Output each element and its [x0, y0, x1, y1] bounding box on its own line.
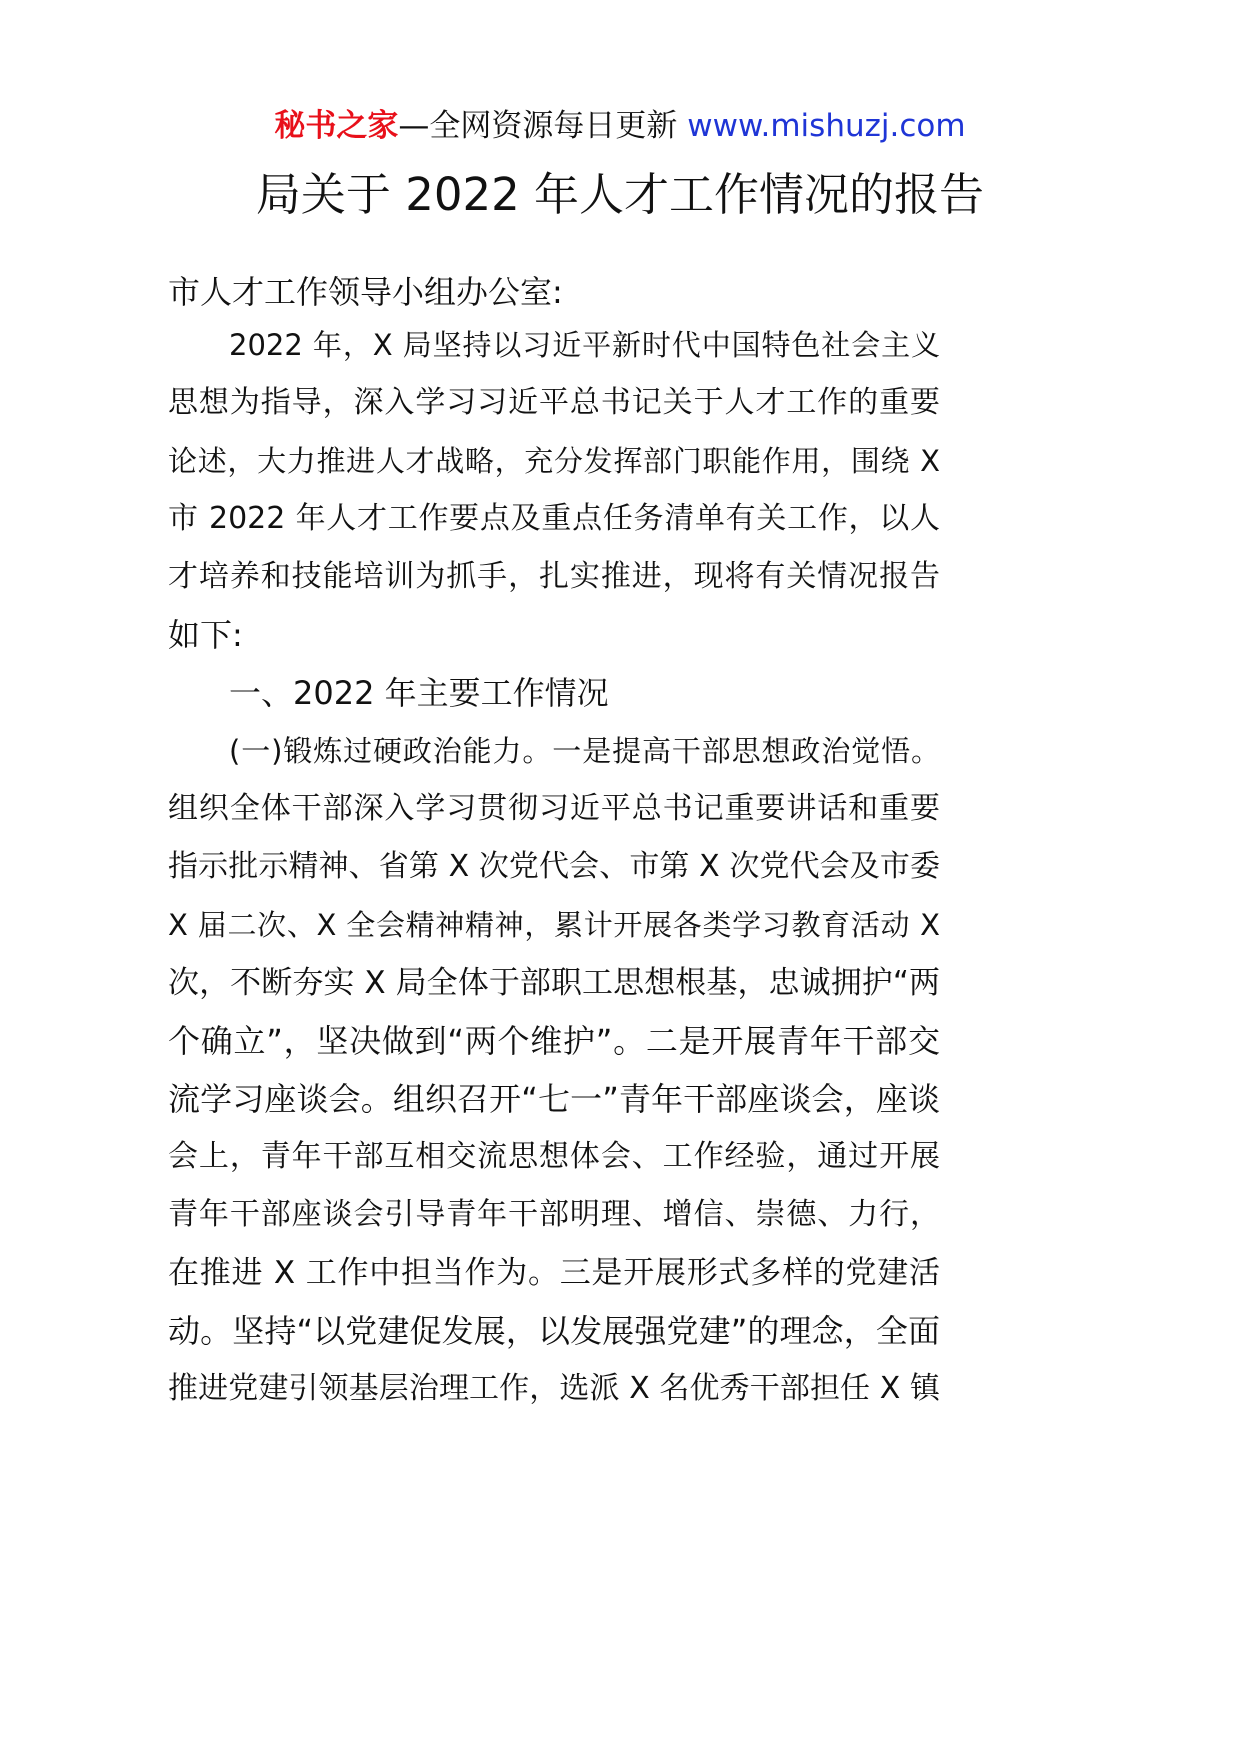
body-line: 市 2022 年人才工作要点及重点任务清单有关工作，以人 [168, 501, 940, 536]
body-line: 指示批示精神、省第 X 次党代会、市第 X 次党代会及市委 [168, 849, 940, 884]
body-line: 次，不断夯实 X 局全体于部职工思想根基，忠诚拥护“两 [168, 965, 940, 1001]
body-line: 在推进 X 工作中担当作为。三是开展形式多样的党建活 [168, 1255, 940, 1291]
site-banner [0, 96, 1240, 156]
body-line: 推进党建引领基层治理工作，选派 X 名优秀干部担任 X 镇 [168, 1371, 940, 1406]
body-line: 思想为指导，深入学习习近平总书记关于人才工作的重要 [168, 385, 940, 420]
site-brand: 秘书之家 [274, 108, 399, 144]
body-line: 如下: [168, 616, 243, 654]
body-line: 才培养和技能培训为抓手，扎实推进，现将有关情况报告 [168, 559, 940, 594]
site-tagline: —全网资源每日更新 [398, 108, 678, 144]
body-line: 组织全体干部深入学习贯彻习近平总书记重要讲话和重要 [168, 791, 940, 826]
body-line: X 届二次、X 全会精神精神，累计开展各类学习教育活动 X [168, 908, 940, 942]
document-title: 局关于 2022 年人才工作情况的报告 [255, 168, 985, 221]
body-line: 2022 年，X 局坚持以习近平新时代中国特色社会主义 [229, 328, 940, 362]
body-line: 青年干部座谈会引导青年干部明理、增信、崇德、力行， [168, 1197, 940, 1232]
site-url-link[interactable]: www.mishuzj.com [687, 108, 966, 144]
salutation-line: 市人才工作领导小组办公室: [168, 273, 563, 311]
body-line: 论述，大力推进人才战略，充分发挥部门职能作用，围绕 X [168, 444, 940, 478]
section-heading: 一、2022 年主要工作情况 [229, 674, 609, 712]
body-line: 流学习座谈会。组织召开“七一”青年干部座谈会，座谈 [168, 1080, 940, 1118]
body-line: 动。坚持“以党建促发展，以发展强党建”的理念，全面 [168, 1312, 940, 1350]
body-line: 个确立”，坚决做到“两个维护”。二是开展青年干部交 [168, 1022, 940, 1060]
body-line: 会上，青年干部互相交流思想体会、工作经验，通过开展 [168, 1139, 940, 1174]
subsection-line: (一)锻炼过硬政治能力。一是提高干部思想政治觉悟。 [229, 734, 940, 768]
